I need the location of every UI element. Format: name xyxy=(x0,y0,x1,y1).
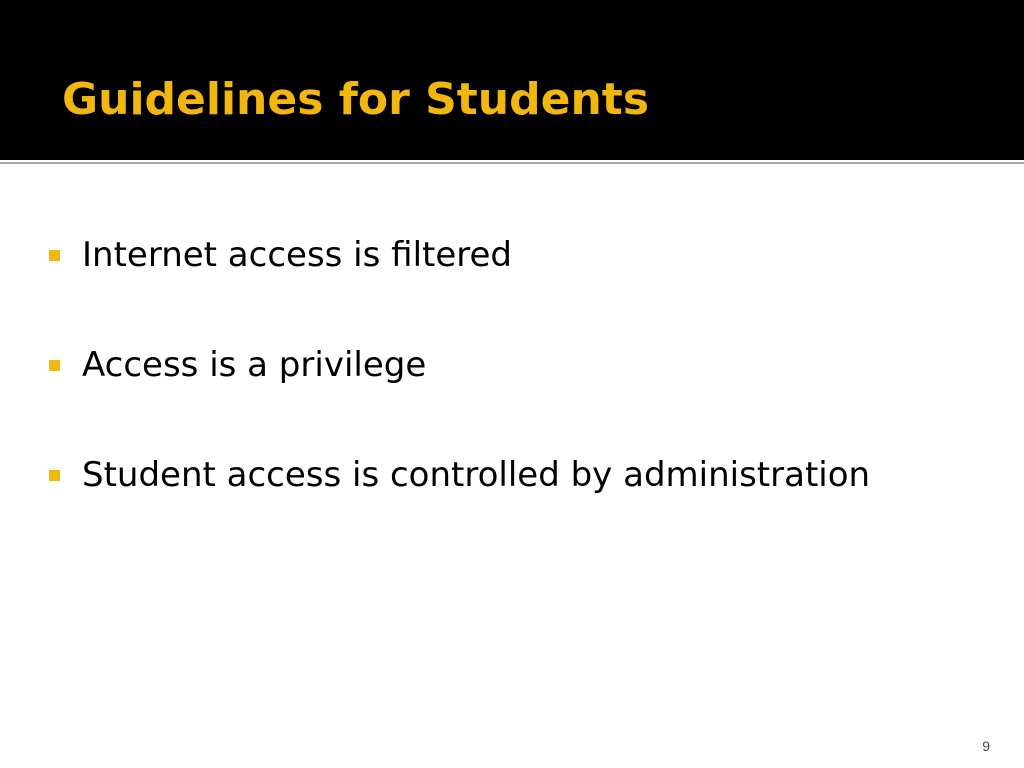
bullet-item xyxy=(44,450,1004,560)
bullet-text: Student access is controlled by administration xyxy=(82,455,871,495)
slide-title: Guidelines for Students xyxy=(62,74,650,125)
square-bullet-icon xyxy=(49,360,60,371)
square-bullet-icon xyxy=(49,250,60,261)
title-bar xyxy=(0,0,1024,160)
square-bullet-icon xyxy=(49,470,60,481)
bullet-list xyxy=(44,230,1004,560)
title-divider xyxy=(0,160,1024,166)
bullet-item xyxy=(44,340,1004,450)
bullet-text: Internet access is filtered xyxy=(82,235,512,275)
slide-number: 9 xyxy=(982,738,990,754)
bullet-item xyxy=(44,230,1004,340)
bullet-text: Access is a privilege xyxy=(82,345,427,385)
